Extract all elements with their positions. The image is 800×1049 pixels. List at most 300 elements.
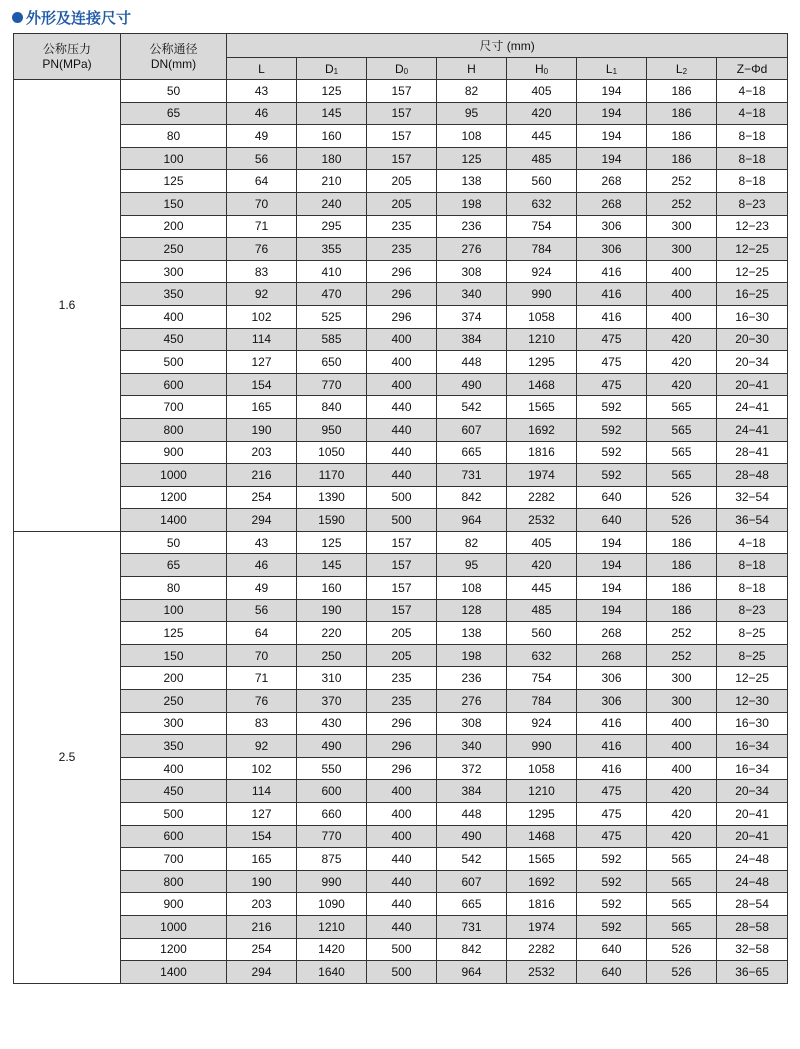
dimension-cell: 190 <box>227 418 297 441</box>
dimension-cell: 205 <box>367 192 437 215</box>
dimension-cell: 475 <box>577 803 647 826</box>
table-row <box>14 396 788 419</box>
table-header <box>14 34 788 80</box>
dn-cell: 150 <box>121 644 227 667</box>
dimension-cell: 160 <box>297 125 367 148</box>
dn-cell: 900 <box>121 893 227 916</box>
dimension-cell: 990 <box>507 735 577 758</box>
dimension-cell: 592 <box>577 870 647 893</box>
dimension-cell: 400 <box>367 780 437 803</box>
dn-cell: 125 <box>121 170 227 193</box>
dimension-cell: 592 <box>577 418 647 441</box>
dimension-cell: 157 <box>367 147 437 170</box>
dimension-cell: 448 <box>437 351 507 374</box>
dimension-cell: 108 <box>437 125 507 148</box>
dimension-cell: 12−23 <box>717 215 788 238</box>
table-row <box>14 667 788 690</box>
dimension-cell: 180 <box>297 147 367 170</box>
dimension-cell: 400 <box>367 328 437 351</box>
dimension-cell: 1210 <box>507 328 577 351</box>
dimension-cell: 542 <box>437 396 507 419</box>
dimension-cell: 525 <box>297 305 367 328</box>
dimension-cell: 138 <box>437 622 507 645</box>
dimension-cell: 56 <box>227 599 297 622</box>
dimension-cell: 440 <box>367 848 437 871</box>
dimension-cell: 550 <box>297 757 367 780</box>
dimension-cell: 475 <box>577 373 647 396</box>
dimension-cell: 500 <box>367 486 437 509</box>
dimension-cell: 194 <box>577 102 647 125</box>
dimension-cell: 565 <box>647 848 717 871</box>
dn-cell: 700 <box>121 396 227 419</box>
dimension-cell: 565 <box>647 464 717 487</box>
dn-cell: 350 <box>121 283 227 306</box>
dimension-cell: 186 <box>647 125 717 148</box>
dn-cell: 100 <box>121 599 227 622</box>
dn-cell: 900 <box>121 441 227 464</box>
dimension-cell: 660 <box>297 803 367 826</box>
dn-cell: 1200 <box>121 938 227 961</box>
table-row <box>14 938 788 961</box>
table-row <box>14 170 788 193</box>
dimension-cell: 186 <box>647 599 717 622</box>
dimension-cell: 560 <box>507 622 577 645</box>
dimension-cell: 8−18 <box>717 577 788 600</box>
dn-cell: 1400 <box>121 961 227 984</box>
dimension-cell: 28−41 <box>717 441 788 464</box>
dn-cell: 500 <box>121 351 227 374</box>
dimension-cell: 198 <box>437 644 507 667</box>
table-row <box>14 147 788 170</box>
dimension-cell: 145 <box>297 554 367 577</box>
dimension-cell: 205 <box>367 170 437 193</box>
dimension-cell: 475 <box>577 351 647 374</box>
dimension-cell: 374 <box>437 305 507 328</box>
dn-cell: 200 <box>121 667 227 690</box>
dimension-cell: 157 <box>367 102 437 125</box>
dimension-cell: 542 <box>437 848 507 871</box>
dimension-cell: 108 <box>437 577 507 600</box>
dimension-cell: 440 <box>367 418 437 441</box>
dimension-cell: 490 <box>437 825 507 848</box>
column-header-main: D <box>324 61 334 76</box>
dimension-cell: 296 <box>367 735 437 758</box>
dimension-cell: 145 <box>297 102 367 125</box>
dimension-cell: 1390 <box>297 486 367 509</box>
dimension-cell: 420 <box>647 328 717 351</box>
dimension-cell: 475 <box>577 780 647 803</box>
dn-cell: 450 <box>121 780 227 803</box>
column-header-main: H <box>534 61 544 76</box>
dimension-cell: 71 <box>227 215 297 238</box>
table-row <box>14 464 788 487</box>
dimension-cell: 92 <box>227 735 297 758</box>
dimension-cell: 400 <box>647 283 717 306</box>
dimension-cell: 565 <box>647 870 717 893</box>
dimension-cell: 240 <box>297 192 367 215</box>
dimension-cell: 416 <box>577 260 647 283</box>
dimension-cell: 2532 <box>507 509 577 532</box>
dimension-cell: 1210 <box>297 915 367 938</box>
dimension-cell: 194 <box>577 80 647 103</box>
dimension-cell: 28−54 <box>717 893 788 916</box>
column-header-sub: 0 <box>543 66 549 76</box>
dimension-cell: 405 <box>507 531 577 554</box>
dimension-cell: 306 <box>577 667 647 690</box>
dimension-cell: 216 <box>227 915 297 938</box>
dimension-cell: 490 <box>297 735 367 758</box>
dimension-cell: 20−34 <box>717 780 788 803</box>
dimension-cell: 440 <box>367 464 437 487</box>
dimension-cell: 420 <box>507 102 577 125</box>
dimension-cell: 784 <box>507 690 577 713</box>
dn-cell: 200 <box>121 215 227 238</box>
dimension-cell: 526 <box>647 938 717 961</box>
dimension-cell: 607 <box>437 418 507 441</box>
dimension-cell: 440 <box>367 915 437 938</box>
dimension-cell: 157 <box>367 80 437 103</box>
dimension-cell: 252 <box>647 644 717 667</box>
dimension-cell: 157 <box>367 599 437 622</box>
dimension-cell: 1468 <box>507 373 577 396</box>
dimension-cell: 92 <box>227 283 297 306</box>
dimension-cell: 49 <box>227 577 297 600</box>
dimension-cell: 194 <box>577 554 647 577</box>
table-row <box>14 870 788 893</box>
dimension-cell: 114 <box>227 328 297 351</box>
dn-cell: 800 <box>121 870 227 893</box>
dimension-cell: 665 <box>437 893 507 916</box>
dimension-cell: 475 <box>577 328 647 351</box>
dimension-cell: 475 <box>577 825 647 848</box>
dimension-cell: 306 <box>577 238 647 261</box>
dimension-cell: 592 <box>577 464 647 487</box>
dimension-cell: 12−25 <box>717 667 788 690</box>
dimension-cell: 254 <box>227 486 297 509</box>
dn-cell: 1400 <box>121 509 227 532</box>
dimension-cell: 186 <box>647 531 717 554</box>
dimension-cell: 220 <box>297 622 367 645</box>
table-row <box>14 305 788 328</box>
dimension-cell: 565 <box>647 915 717 938</box>
dimension-cell: 16−34 <box>717 757 788 780</box>
dimension-cell: 600 <box>297 780 367 803</box>
dimension-cell: 154 <box>227 373 297 396</box>
dimension-cell: 384 <box>437 328 507 351</box>
pn-header-line1: 公称压力 <box>42 41 91 56</box>
dimension-cell: 254 <box>227 938 297 961</box>
dimension-cell: 640 <box>577 938 647 961</box>
table-row <box>14 215 788 238</box>
dimension-cell: 194 <box>577 577 647 600</box>
dn-cell: 1000 <box>121 464 227 487</box>
dimension-cell: 1565 <box>507 396 577 419</box>
dimension-cell: 4−18 <box>717 531 788 554</box>
dimension-cell: 420 <box>647 373 717 396</box>
dimension-cell: 236 <box>437 667 507 690</box>
table-row <box>14 961 788 984</box>
dimension-cell: 46 <box>227 554 297 577</box>
dimension-cell: 296 <box>367 260 437 283</box>
dimension-cell: 190 <box>227 870 297 893</box>
dimension-cell: 650 <box>297 351 367 374</box>
dimension-cell: 127 <box>227 803 297 826</box>
dimension-cell: 210 <box>297 170 367 193</box>
dn-cell: 150 <box>121 192 227 215</box>
dimension-cell: 565 <box>647 418 717 441</box>
dn-cell: 500 <box>121 803 227 826</box>
dimension-cell: 592 <box>577 848 647 871</box>
dn-cell: 600 <box>121 373 227 396</box>
dn-cell: 1000 <box>121 915 227 938</box>
dimension-cell: 842 <box>437 938 507 961</box>
dimension-cell: 420 <box>647 351 717 374</box>
column-header-sub: 1 <box>612 66 618 76</box>
dn-cell: 800 <box>121 418 227 441</box>
dimension-cell: 754 <box>507 215 577 238</box>
dimension-cell: 632 <box>507 192 577 215</box>
dimension-cell: 235 <box>367 238 437 261</box>
dimension-cell: 36−65 <box>717 961 788 984</box>
table-row <box>14 328 788 351</box>
dimension-cell: 565 <box>647 893 717 916</box>
dimension-cell: 640 <box>577 486 647 509</box>
dimension-cell: 205 <box>367 622 437 645</box>
dimension-cell: 526 <box>647 509 717 532</box>
dimension-cell: 24−41 <box>717 418 788 441</box>
dimension-cell: 416 <box>577 757 647 780</box>
dimension-cell: 470 <box>297 283 367 306</box>
dimension-cell: 1058 <box>507 305 577 328</box>
dimension-cell: 268 <box>577 644 647 667</box>
dn-cell: 1200 <box>121 486 227 509</box>
dimension-cell: 294 <box>227 961 297 984</box>
section-title: 外形及连接尺寸 <box>26 9 132 27</box>
dn-cell: 450 <box>121 328 227 351</box>
dimension-cell: 526 <box>647 961 717 984</box>
dimension-cell: 592 <box>577 893 647 916</box>
column-header-main: Z−Φd <box>736 61 768 76</box>
dimension-cell: 306 <box>577 690 647 713</box>
dn-header-line2: DN(mm) <box>150 56 197 71</box>
column-header <box>647 58 717 80</box>
dimension-cell: 8−18 <box>717 170 788 193</box>
dn-cell: 700 <box>121 848 227 871</box>
table-row <box>14 509 788 532</box>
dimension-cell: 186 <box>647 102 717 125</box>
dn-cell: 300 <box>121 260 227 283</box>
dimension-cell: 306 <box>577 215 647 238</box>
dimension-cell: 64 <box>227 170 297 193</box>
dimension-cell: 964 <box>437 509 507 532</box>
dimension-cell: 355 <box>297 238 367 261</box>
dimension-cell: 268 <box>577 170 647 193</box>
dimension-cell: 990 <box>507 283 577 306</box>
dimension-cell: 102 <box>227 305 297 328</box>
dn-cell: 600 <box>121 825 227 848</box>
dimension-cell: 300 <box>647 690 717 713</box>
table-row <box>14 825 788 848</box>
column-header <box>577 58 647 80</box>
table-row <box>14 260 788 283</box>
table-row <box>14 644 788 667</box>
table-row <box>14 780 788 803</box>
dimension-cell: 784 <box>507 238 577 261</box>
table-row <box>14 803 788 826</box>
dimension-cell: 300 <box>647 215 717 238</box>
dimension-cell: 4−18 <box>717 102 788 125</box>
dimension-cell: 400 <box>647 735 717 758</box>
dimension-cell: 276 <box>437 238 507 261</box>
dimension-cell: 8−23 <box>717 192 788 215</box>
dimension-cell: 83 <box>227 260 297 283</box>
dimension-cell: 235 <box>367 690 437 713</box>
dimension-cell: 430 <box>297 712 367 735</box>
dimension-cell: 186 <box>647 577 717 600</box>
dimension-cell: 194 <box>577 531 647 554</box>
table-body <box>14 80 788 984</box>
dimension-cell: 770 <box>297 373 367 396</box>
dimension-cell: 36−54 <box>717 509 788 532</box>
dimension-cell: 875 <box>297 848 367 871</box>
dimension-cell: 157 <box>367 531 437 554</box>
dimension-cell: 1295 <box>507 803 577 826</box>
dimension-cell: 95 <box>437 102 507 125</box>
dimension-cell: 154 <box>227 825 297 848</box>
dimension-cell: 12−30 <box>717 690 788 713</box>
dimension-cell: 1468 <box>507 825 577 848</box>
dimension-cell: 370 <box>297 690 367 713</box>
dimension-cell: 216 <box>227 464 297 487</box>
column-header-main: L <box>675 61 683 76</box>
dimension-cell: 416 <box>577 305 647 328</box>
dimension-cell: 157 <box>367 577 437 600</box>
dimension-cell: 114 <box>227 780 297 803</box>
column-header <box>507 58 577 80</box>
table-row <box>14 599 788 622</box>
table-row <box>14 577 788 600</box>
dimension-cell: 56 <box>227 147 297 170</box>
dn-cell: 400 <box>121 757 227 780</box>
dimension-cell: 2282 <box>507 486 577 509</box>
dimension-cell: 194 <box>577 599 647 622</box>
dimension-cell: 4−18 <box>717 80 788 103</box>
dimension-cell: 165 <box>227 396 297 419</box>
dn-cell: 250 <box>121 238 227 261</box>
column-header <box>227 58 297 80</box>
dimension-cell: 198 <box>437 192 507 215</box>
dimension-cell: 300 <box>647 667 717 690</box>
dimension-cell: 340 <box>437 283 507 306</box>
dimension-cell: 276 <box>437 690 507 713</box>
dimension-cell: 400 <box>367 803 437 826</box>
dimension-cell: 770 <box>297 825 367 848</box>
dimension-cell: 296 <box>367 305 437 328</box>
dimension-cell: 1050 <box>297 441 367 464</box>
dimension-cell: 1974 <box>507 915 577 938</box>
column-header <box>367 58 437 80</box>
dimension-cell: 445 <box>507 125 577 148</box>
table-row <box>14 283 788 306</box>
dimension-cell: 235 <box>367 667 437 690</box>
dimension-cell: 70 <box>227 192 297 215</box>
dimension-cell: 485 <box>507 599 577 622</box>
dimension-cell: 416 <box>577 712 647 735</box>
dn-header <box>121 34 227 80</box>
dimension-cell: 186 <box>647 147 717 170</box>
dimension-cell: 95 <box>437 554 507 577</box>
dimension-cell: 400 <box>647 260 717 283</box>
dimension-cell: 157 <box>367 125 437 148</box>
dimension-cell: 20−41 <box>717 803 788 826</box>
dimension-cell: 194 <box>577 125 647 148</box>
column-header <box>437 58 507 80</box>
dn-cell: 100 <box>121 147 227 170</box>
dimension-cell: 560 <box>507 170 577 193</box>
dn-cell: 65 <box>121 554 227 577</box>
dn-cell: 300 <box>121 712 227 735</box>
dimension-cell: 565 <box>647 441 717 464</box>
table-row <box>14 915 788 938</box>
dimension-cell: 416 <box>577 735 647 758</box>
dimension-cell: 400 <box>647 757 717 780</box>
dimension-cell: 138 <box>437 170 507 193</box>
dimension-cell: 83 <box>227 712 297 735</box>
dimension-cell: 731 <box>437 915 507 938</box>
column-header-sub: 2 <box>682 66 688 76</box>
table-row <box>14 554 788 577</box>
dimension-cell: 76 <box>227 690 297 713</box>
pn-cell: 1.6 <box>14 80 121 532</box>
dimension-cell: 754 <box>507 667 577 690</box>
dimension-cell: 420 <box>647 803 717 826</box>
dimension-cell: 490 <box>437 373 507 396</box>
section-heading <box>12 6 131 28</box>
table-row <box>14 531 788 554</box>
dimension-cell: 250 <box>297 644 367 667</box>
dimension-cell: 294 <box>227 509 297 532</box>
dimension-cell: 8−18 <box>717 554 788 577</box>
dimension-cell: 2532 <box>507 961 577 984</box>
dimension-cell: 308 <box>437 712 507 735</box>
dimension-cell: 842 <box>437 486 507 509</box>
dimension-cell: 296 <box>367 283 437 306</box>
dimension-cell: 24−48 <box>717 870 788 893</box>
dimension-cell: 1640 <box>297 961 367 984</box>
dimension-cell: 1974 <box>507 464 577 487</box>
dimension-cell: 43 <box>227 531 297 554</box>
table-row <box>14 486 788 509</box>
dimension-cell: 252 <box>647 170 717 193</box>
column-header-sub: 1 <box>333 66 339 76</box>
dimension-cell: 16−30 <box>717 712 788 735</box>
dimension-cell: 252 <box>647 192 717 215</box>
dimension-cell: 268 <box>577 622 647 645</box>
dimension-cell: 1090 <box>297 893 367 916</box>
dimension-cell: 46 <box>227 102 297 125</box>
table-row <box>14 102 788 125</box>
dimension-cell: 592 <box>577 441 647 464</box>
dimension-cell: 440 <box>367 893 437 916</box>
dimension-cell: 8−25 <box>717 644 788 667</box>
column-header-main: L <box>605 61 613 76</box>
dimension-cell: 295 <box>297 215 367 238</box>
dimension-cell: 1420 <box>297 938 367 961</box>
dimension-cell: 500 <box>367 961 437 984</box>
dimension-cell: 731 <box>437 464 507 487</box>
dimension-cell: 20−41 <box>717 825 788 848</box>
dimension-cell: 235 <box>367 215 437 238</box>
